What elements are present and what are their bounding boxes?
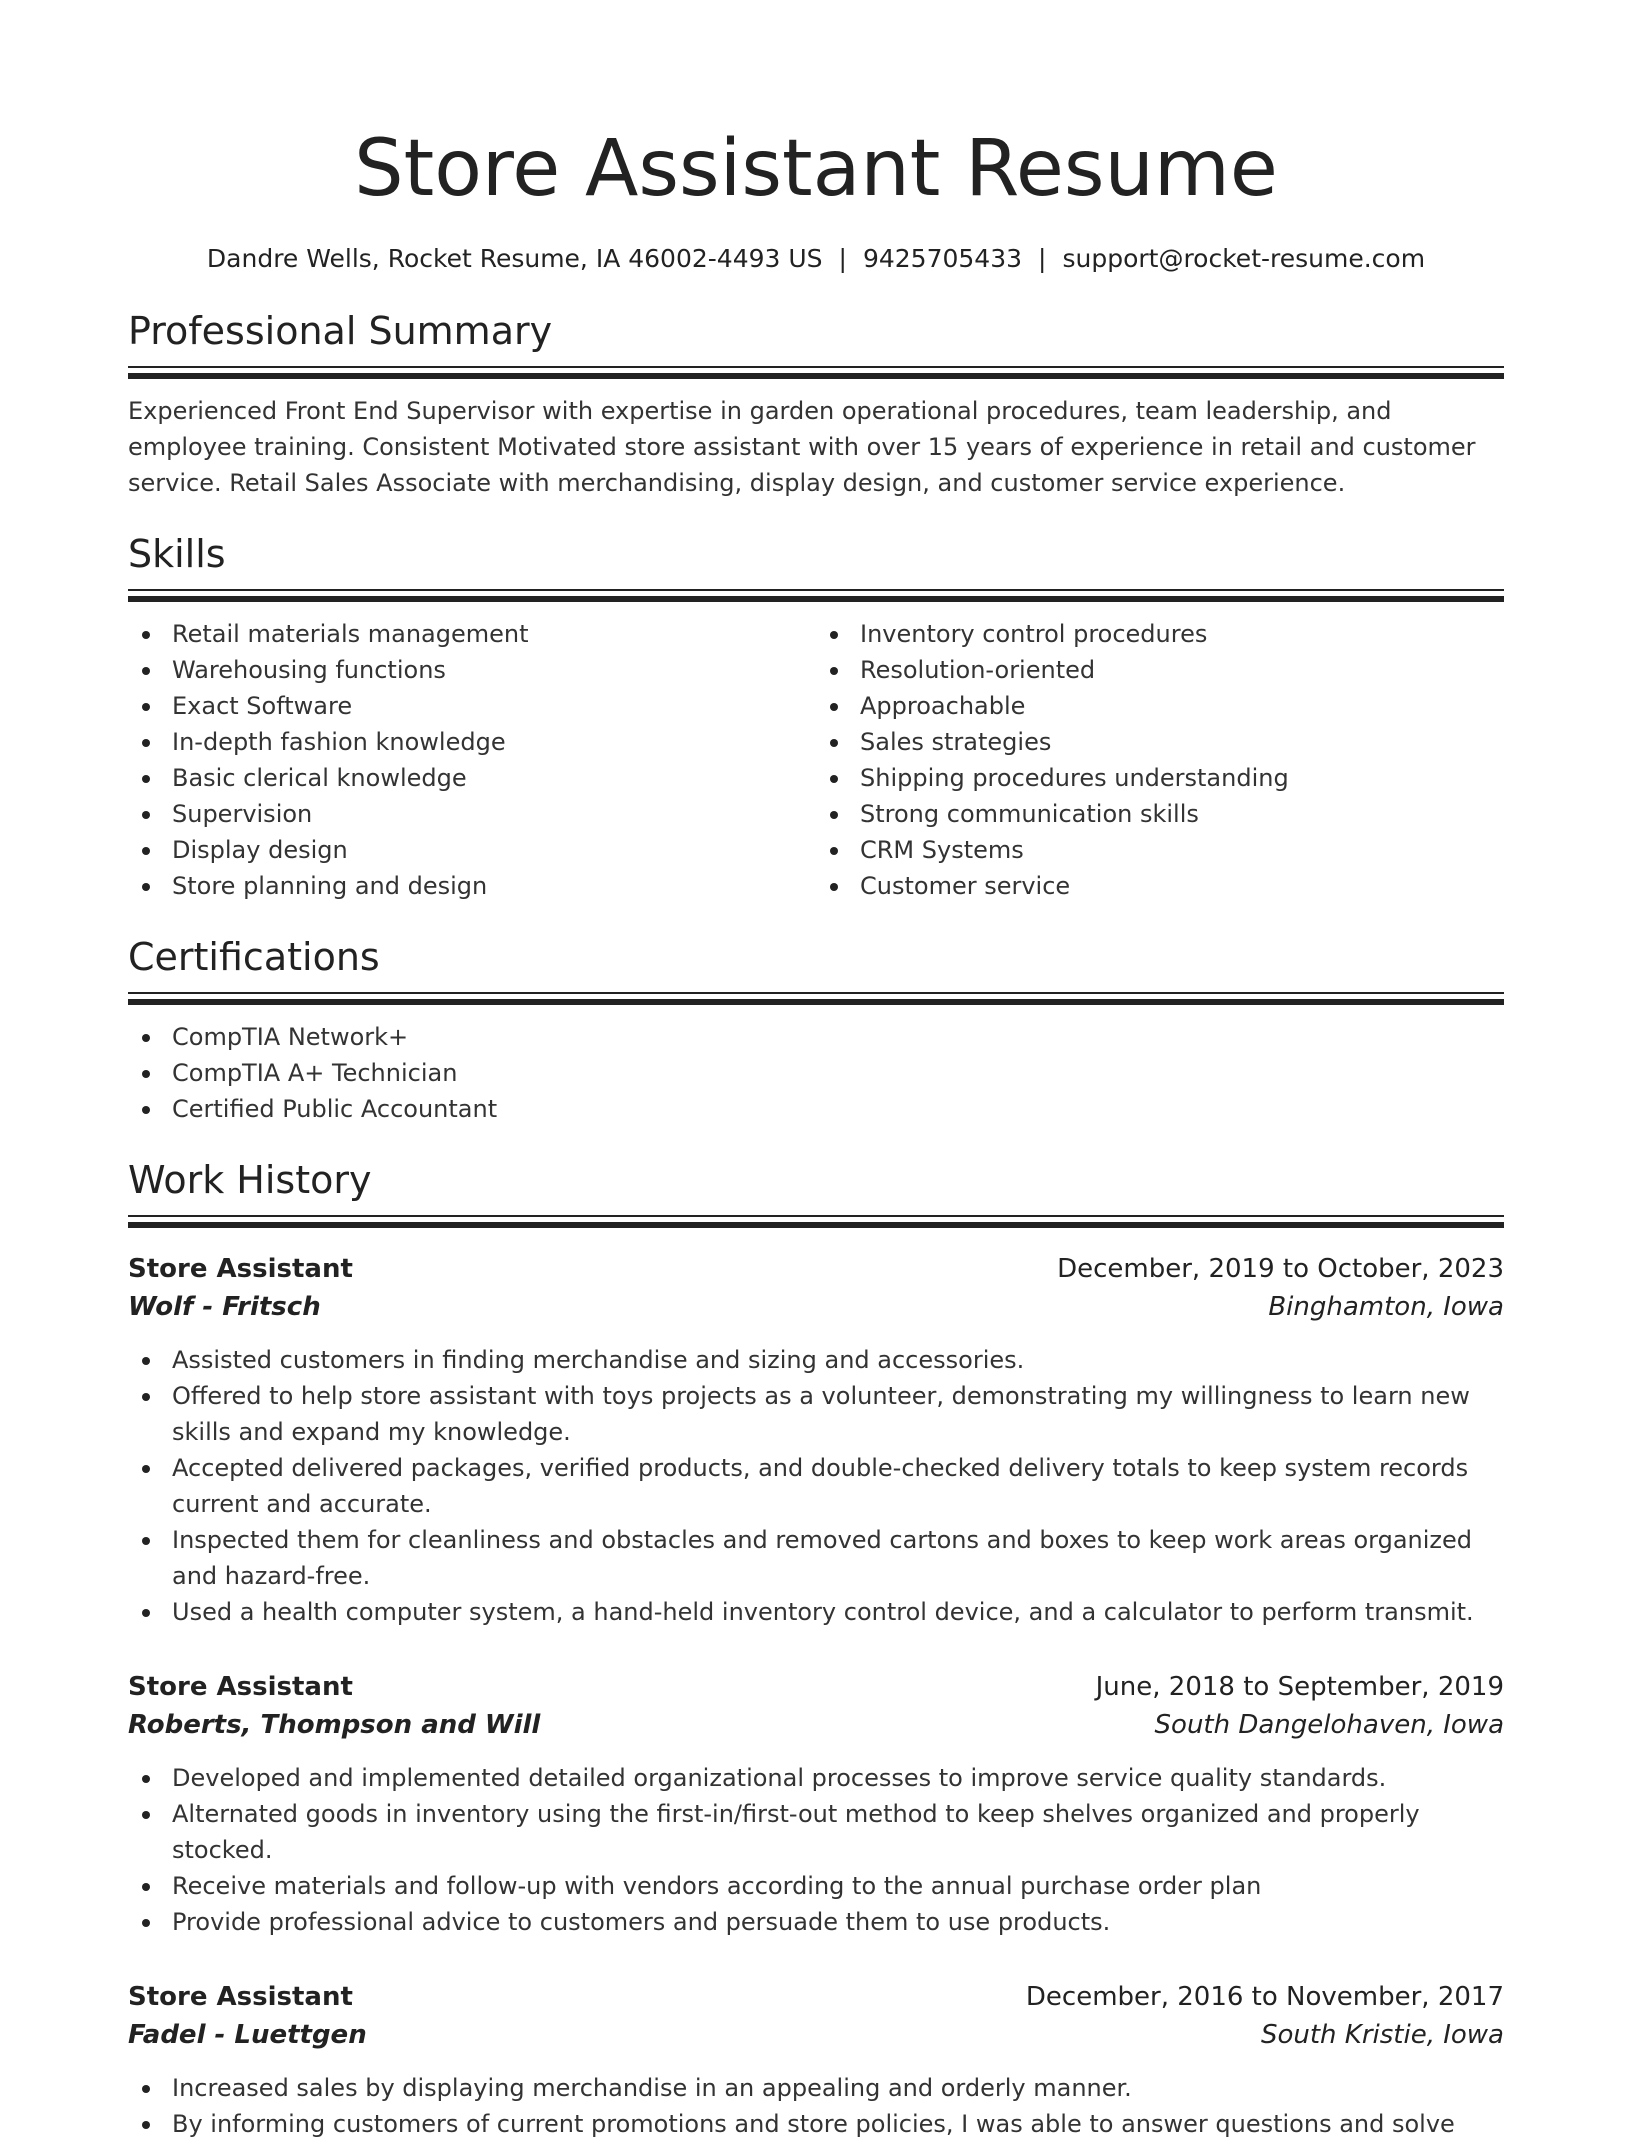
certification-item: CompTIA A+ Technician bbox=[128, 1055, 1504, 1091]
skill-item: Customer service bbox=[816, 868, 1504, 904]
work-heading: Work History bbox=[128, 1158, 372, 1202]
skills-section bbox=[128, 531, 1504, 904]
job-title: Store Assistant bbox=[128, 1982, 353, 2012]
resume-content bbox=[128, 124, 1504, 2142]
job-location: Binghamton, Iowa bbox=[1268, 1292, 1504, 1322]
contact-separator: | bbox=[1038, 244, 1047, 273]
job-company: Wolf - Fritsch bbox=[128, 1292, 321, 1322]
skill-item: Inventory control procedures bbox=[816, 616, 1504, 652]
certification-item: Certified Public Accountant bbox=[128, 1091, 1504, 1127]
skill-item: Retail materials management bbox=[128, 616, 816, 652]
job-entry bbox=[128, 1250, 1504, 1630]
job-subheader bbox=[128, 2016, 1504, 2054]
skills-list-right bbox=[816, 616, 1504, 904]
skill-item: Approachable bbox=[816, 688, 1504, 724]
job-entry bbox=[128, 1668, 1504, 1940]
job-bullet: Provide professional advice to customers and persuade them to use products. bbox=[128, 1904, 1504, 1940]
job-title: Store Assistant bbox=[128, 1254, 353, 1284]
job-title: Store Assistant bbox=[128, 1672, 353, 1702]
skill-item: Display design bbox=[128, 832, 816, 868]
skill-item: Resolution-oriented bbox=[816, 652, 1504, 688]
skill-item: Warehousing functions bbox=[128, 652, 816, 688]
job-bullets bbox=[128, 1760, 1504, 1940]
job-bullet: Offered to help store assistant with toys projects as a volunteer, demonstrating my willingness to learn new skills and expand my knowledge. bbox=[128, 1378, 1504, 1450]
summary-text: Experienced Front End Supervisor with expertise in garden operational procedures, team leadership, and employee training. Consistent Motivated store assistant with over 15 years of experience in retail and customer service. Retail Sales Associate with merchandising, display design, and customer service experience. bbox=[128, 397, 1476, 497]
skill-item: Shipping procedures understanding bbox=[816, 760, 1504, 796]
job-bullet: Assisted customers in finding merchandise and sizing and accessories. bbox=[128, 1342, 1504, 1378]
contact-line bbox=[128, 242, 1504, 276]
section-divider bbox=[128, 992, 1504, 1005]
contact-address: Dandre Wells, Rocket Resume, IA 46002-4493 US bbox=[206, 244, 823, 273]
job-dates: June, 2018 to September, 2019 bbox=[1095, 1672, 1504, 1702]
job-bullets bbox=[128, 1342, 1504, 1630]
certification-item: CompTIA Network+ bbox=[128, 1019, 1504, 1055]
job-bullets bbox=[128, 2070, 1504, 2142]
skills-grid bbox=[128, 616, 1504, 904]
job-company: Fadel - Luettgen bbox=[128, 2020, 367, 2050]
contact-email: support@rocket-resume.com bbox=[1062, 244, 1426, 273]
job-dates: December, 2019 to October, 2023 bbox=[1057, 1254, 1504, 1284]
job-bullet: Accepted delivered packages, verified products, and double-checked delivery totals to keep system records current and accurate. bbox=[128, 1450, 1504, 1522]
section-divider bbox=[128, 1215, 1504, 1228]
job-dates: December, 2016 to November, 2017 bbox=[1025, 1982, 1504, 2012]
job-bullet: By informing customers of current promotions and store policies, I was able to answer questions and solve bbox=[128, 2106, 1504, 2142]
job-company: Roberts, Thompson and Will bbox=[128, 1710, 541, 1740]
job-bullet: Alternated goods in inventory using the first-in/first-out method to keep shelves organized and properly stocked. bbox=[128, 1796, 1504, 1868]
job-subheader bbox=[128, 1288, 1504, 1326]
section-divider bbox=[128, 366, 1504, 379]
job-location: South Dangelohaven, Iowa bbox=[1154, 1710, 1504, 1740]
job-header bbox=[128, 1978, 1504, 2016]
job-bullet: Used a health computer system, a hand-held inventory control device, and a calculator to perform transmit. bbox=[128, 1594, 1504, 1630]
summary-section bbox=[128, 308, 1504, 501]
work-history-list bbox=[128, 1250, 1504, 2142]
job-header bbox=[128, 1668, 1504, 1706]
job-bullet: Increased sales by displaying merchandise in an appealing and orderly manner. bbox=[128, 2070, 1504, 2106]
contact-separator: | bbox=[838, 244, 847, 273]
skill-item: Strong communication skills bbox=[816, 796, 1504, 832]
skill-item: CRM Systems bbox=[816, 832, 1504, 868]
job-entry bbox=[128, 1978, 1504, 2142]
certifications-heading: Certifications bbox=[128, 935, 380, 979]
job-bullet: Developed and implemented detailed organizational processes to improve service quality standards. bbox=[128, 1760, 1504, 1796]
page-title: Store Assistant Resume bbox=[354, 124, 1278, 214]
skill-item: Exact Software bbox=[128, 688, 816, 724]
skill-item: In-depth fashion knowledge bbox=[128, 724, 816, 760]
section-divider bbox=[128, 589, 1504, 602]
contact-phone: 9425705433 bbox=[862, 244, 1023, 273]
job-bullet: Receive materials and follow-up with vendors according to the annual purchase order plan bbox=[128, 1868, 1504, 1904]
certifications-list bbox=[128, 1019, 1504, 1127]
skill-item: Basic clerical knowledge bbox=[128, 760, 816, 796]
job-location: South Kristie, Iowa bbox=[1260, 2020, 1504, 2050]
skills-list-left bbox=[128, 616, 816, 904]
skill-item: Supervision bbox=[128, 796, 816, 832]
work-section bbox=[128, 1157, 1504, 2142]
job-subheader bbox=[128, 1706, 1504, 1744]
skill-item: Sales strategies bbox=[816, 724, 1504, 760]
job-bullet: Inspected them for cleanliness and obstacles and removed cartons and boxes to keep work areas organized and hazard-free. bbox=[128, 1522, 1504, 1594]
certifications-section bbox=[128, 934, 1504, 1127]
skill-item: Store planning and design bbox=[128, 868, 816, 904]
skills-heading: Skills bbox=[128, 532, 226, 576]
job-header bbox=[128, 1250, 1504, 1288]
summary-heading: Professional Summary bbox=[128, 309, 553, 353]
